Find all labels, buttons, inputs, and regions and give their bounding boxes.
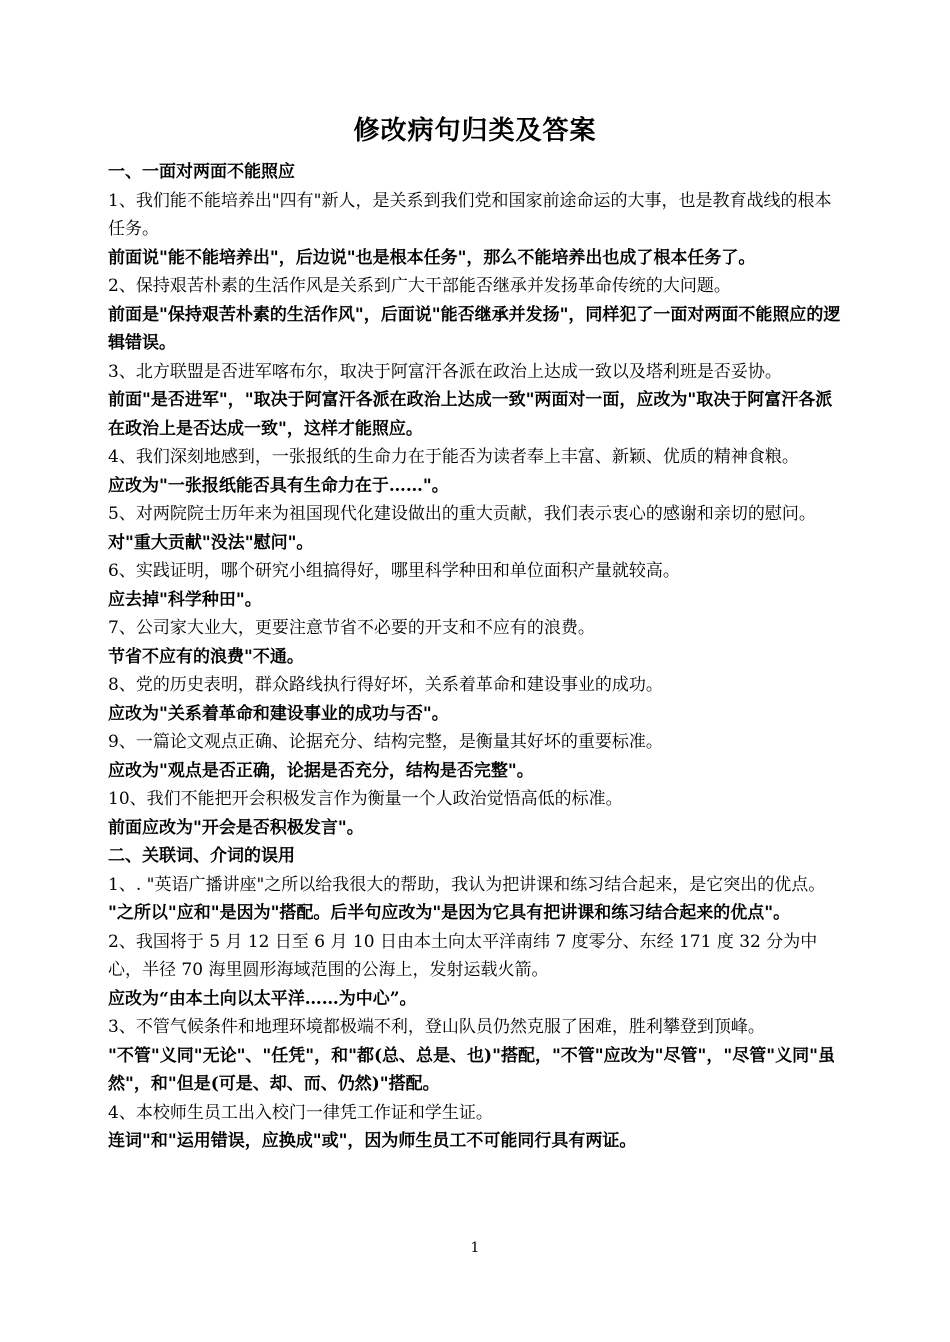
answer-explanation: "之所以"应和"是因为"搭配。后半句应改为"是因为它具有把讲课和练习结合起来的优点"。 xyxy=(108,903,791,923)
answer-explanation: 节省不应有的浪费"不通。 xyxy=(108,646,304,667)
answer-explanation: 应改为"一张报纸能否具有生命力在于……"。 xyxy=(108,475,449,496)
example-sentence: 10、我们不能把开会积极发言作为衡量一个人政治觉悟高低的标准。 xyxy=(108,789,623,809)
answer-explanation: 应改为"关系着革命和建设事业的成功与否"。 xyxy=(108,703,449,724)
answer-explanation: 前面"是否进军"，"取决于阿富汗各派在政治上达成一致"两面对一面，应改为"取决于阿富汗各派在政治上是否达成一致"，这样才能照应。 xyxy=(108,390,833,439)
example-sentence: 3、不管气候条件和地理环境都极端不利，登山队员仍然克服了困难，胜利攀登到顶峰。 xyxy=(108,1017,765,1037)
answer-explanation: 连词"和"运用错误，应换成"或"，因为师生员工不可能同行具有两证。 xyxy=(108,1131,637,1151)
example-sentence: 5、对两院院士历年来为祖国现代化建设做出的重大贡献，我们表示衷心的感谢和亲切的慰问。 xyxy=(108,504,816,524)
answer-explanation: 对"重大贡献"没法"慰问"。 xyxy=(108,532,314,553)
example-sentence: 4、本校师生员工出入校门一律凭工作证和学生证。 xyxy=(108,1102,493,1123)
document-body xyxy=(108,158,848,1156)
example-sentence: 2、保持艰苦朴素的生活作风是关系到广大干部能否继承并发扬革命传统的大问题。 xyxy=(108,276,731,296)
example-sentence: 6、实践证明，哪个研究小组搞得好，哪里科学种田和单位面积产量就较高。 xyxy=(108,561,680,581)
section-heading: 一、一面对两面不能照应 xyxy=(108,162,295,182)
page-number: 1 xyxy=(470,1240,480,1256)
example-sentence: 1、. "英语广播讲座"之所以给我很大的帮助，我认为把讲课和练习结合起来，是它突出的优点。 xyxy=(108,874,826,895)
answer-explanation: 前面是"保持艰苦朴素的生活作风"，后面说"能否继承并发扬"，同样犯了一面对两面不能照应的逻辑错误。 xyxy=(108,304,841,353)
example-sentence: 7、公司家大业大，更要注意节省不必要的开支和不应有的浪费。 xyxy=(108,618,595,638)
answer-explanation: "不管"义同"无论"、"任凭"，和"都(总、总是、也)"搭配，"不管"应改为"尽管"，"尽管"义同"虽然"，和"但是(可是、却、而、仍然)"搭配。 xyxy=(108,1045,835,1094)
answer-explanation: 应改为"观点是否正确，论据是否充分，结构是否完整"。 xyxy=(108,760,534,781)
answer-explanation: 应改为“由本土向以太平洋……为中心”。 xyxy=(108,988,417,1009)
answer-explanation: 前面应改为"开会是否积极发言"。 xyxy=(108,817,364,838)
example-sentence: 9、一篇论文观点正确、论据充分、结构完整，是衡量其好坏的重要标准。 xyxy=(108,732,663,752)
example-sentence: 2、我国将于 5 月 12 日至 6 月 10 日由本土向太平洋南纬 7 度零分、东经 171 度 32 分为中心，半径 70 海里圆形海域范围的公海上，发射运载火箭。 xyxy=(108,931,818,980)
example-sentence: 8、党的历史表明，群众路线执行得好坏，关系着革命和建设事业的成功。 xyxy=(108,675,663,695)
answer-explanation: 应去掉"科学种田"。 xyxy=(108,589,262,610)
document-title: 修改病句归类及答案 xyxy=(353,116,597,146)
example-sentence: 4、我们深刻地感到，一张报纸的生命力在于能否为读者奉上丰富、新颖、优质的精神食粮。 xyxy=(108,447,799,467)
example-sentence: 1、我们能不能培养出"四有"新人，是关系到我们党和国家前途命运的大事，也是教育战线的根本任务。 xyxy=(108,190,832,239)
example-sentence: 3、北方联盟是否进军喀布尔，取决于阿富汗各派在政治上达成一致以及塔利班是否妥协。 xyxy=(108,361,782,382)
section-heading: 二、关联词、介词的误用 xyxy=(108,846,295,866)
answer-explanation: 前面说"能不能培养出"，后边说"也是根本任务"，那么不能培养出也成了根本任务了。 xyxy=(108,247,756,268)
